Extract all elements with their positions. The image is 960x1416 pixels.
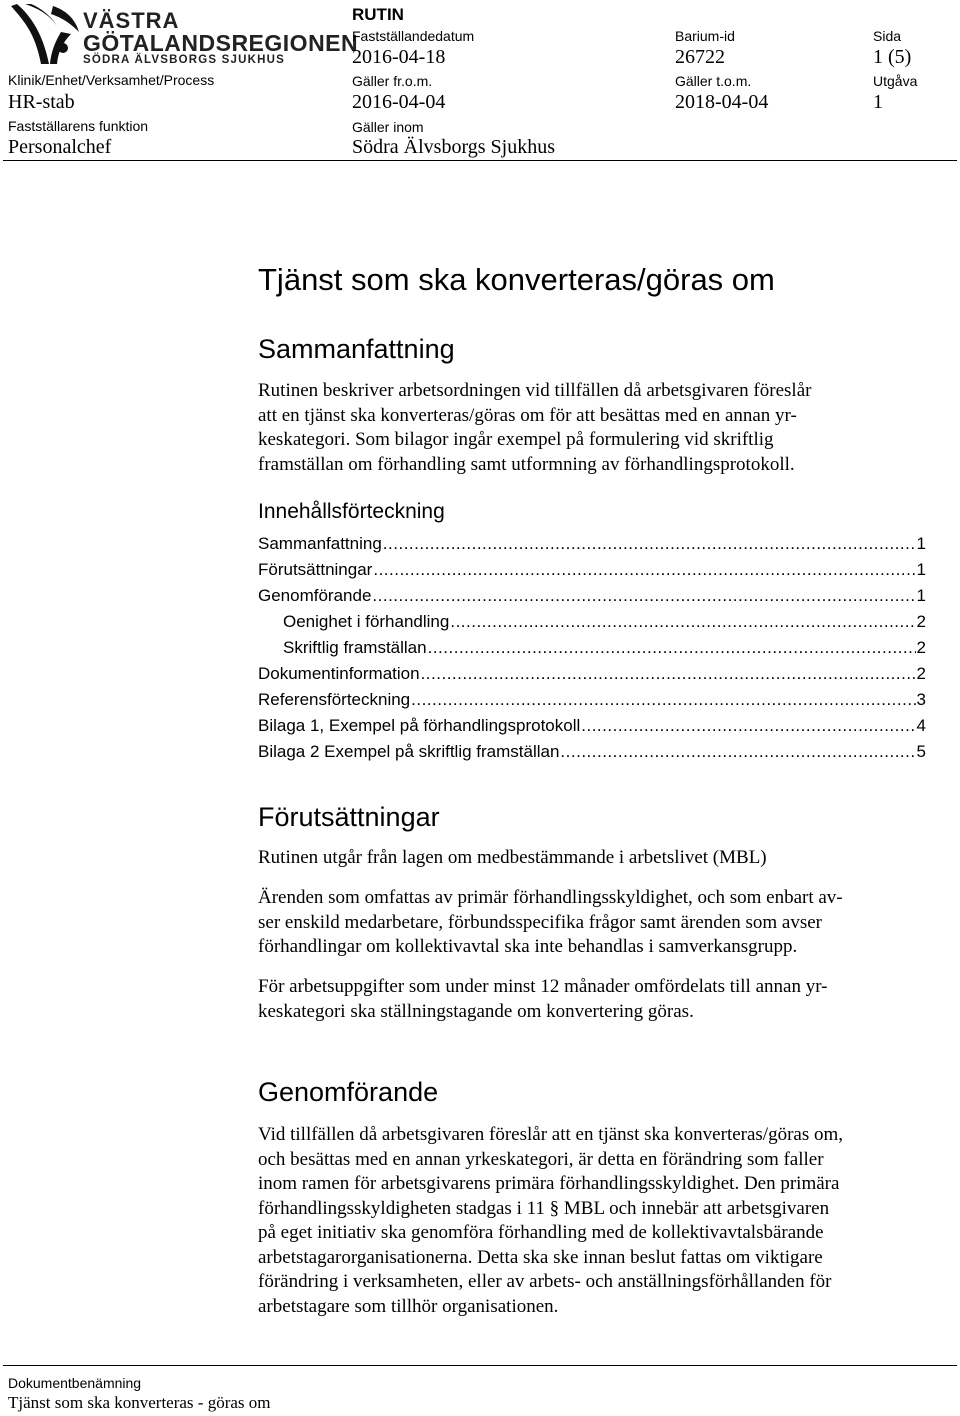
- toc-item[interactable]: Dokumentinformation ..... 2: [258, 661, 926, 687]
- page-label: Sida: [873, 28, 902, 44]
- prerequisites-paragraph-2: [258, 886, 926, 960]
- valid-from-value: 2016-04-04: [352, 91, 446, 113]
- edition-label: Utgåva: [873, 73, 918, 89]
- prerequisites-paragraph-1: [258, 846, 926, 871]
- summary-line: att en tjänst ska konverteras/göras om för att besättas med en annan yr-: [258, 404, 797, 426]
- paragraph-line: förändring i verksamheten, eller av arbets- och anställningsförhållanden för: [258, 1271, 832, 1292]
- region-emblem-icon: [5, 2, 81, 68]
- summary-heading: Sammanfattning: [258, 334, 455, 364]
- valid-to-value: 2018-04-04: [675, 91, 769, 113]
- org-name-line-2: GÖTALANDSREGIONEN: [83, 30, 359, 56]
- org-name-line-3: SÖDRA ÄLVSBORGS SJUKHUS: [83, 54, 286, 66]
- region-logo: [5, 2, 359, 68]
- barium-label: Barium-id: [675, 28, 735, 44]
- paragraph-line: inom ramen för arbetsgivarens primära förhandlingsskyldighet. Den primära: [258, 1173, 840, 1194]
- toc-item[interactable]: Förutsättningar ..... 1: [258, 557, 926, 583]
- fixed-date-label: Fastställandedatum: [352, 28, 475, 44]
- implementation-text: [258, 1123, 926, 1319]
- unit-value: HR-stab: [8, 91, 75, 113]
- summary-line: framställan om förhandling samt utformning av förhandlingsprotokoll.: [258, 453, 795, 475]
- paragraph-line: på eget initiativ ska genomföra förhandling med de kollektivavtalsbärande: [258, 1222, 824, 1243]
- barium-value: 26722: [675, 46, 725, 68]
- paragraph-line: keskategori ska ställningstagande om konvertering göras.: [258, 1000, 694, 1022]
- header-divider: [3, 160, 957, 161]
- toc-subitem[interactable]: Oenighet i förhandling ..... 2: [258, 609, 926, 635]
- summary-text: [258, 379, 926, 477]
- doc-type: RUTIN: [352, 5, 404, 24]
- paragraph-line: Ärenden som omfattas av primär förhandlingsskyldighet, och som enbart av-: [258, 887, 843, 908]
- paragraph-line: Vid tillfällen då arbetsgivaren föreslår att en tjänst ska konverteras/göras om,: [258, 1124, 844, 1145]
- implementation-heading: Genomförande: [258, 1077, 439, 1107]
- footer-value: Tjänst som ska konverteras - göras om: [8, 1393, 271, 1412]
- paragraph-line: ser enskild medarbetare, förbundsspecifika frågor samt ärenden som avser: [258, 911, 822, 933]
- table-of-contents: [258, 531, 926, 765]
- valid-in-label: Gäller inom: [352, 119, 424, 135]
- document-title: Tjänst som ska konverteras/göras om: [258, 262, 775, 297]
- footer-label: Dokumentbenämning: [8, 1375, 142, 1391]
- page-value: 1 (5): [873, 46, 912, 68]
- toc-item[interactable]: Sammanfattning ..... 1: [258, 531, 926, 557]
- footer-divider: [3, 1365, 957, 1366]
- toc-item[interactable]: Bilaga 1, Exempel på förhandlingsprotokoll ..... 4: [258, 713, 926, 739]
- paragraph-line: arbetstagare som tillhör organisationen.: [258, 1295, 559, 1317]
- toc-subitem[interactable]: Skriftlig framställan ..... 2: [258, 635, 926, 661]
- summary-line: Rutinen beskriver arbetsordningen vid tillfällen då arbetsgivaren föreslår: [258, 380, 812, 401]
- paragraph-line: förhandlingsskyldigheten stadgas i 11 § MBL och innebär att arbetsgivaren: [258, 1197, 830, 1219]
- function-label: Fastställarens funktion: [8, 118, 149, 134]
- valid-in-value: Södra Älvsborgs Sjukhus: [352, 136, 555, 158]
- unit-label: Klinik/Enhet/Verksamhet/Process: [8, 72, 215, 88]
- toc-item[interactable]: Bilaga 2 Exempel på skriftlig framställan ..... 5: [258, 739, 926, 765]
- paragraph-line: Rutinen utgår från lagen om medbestämmande i arbetslivet (MBL): [258, 847, 767, 868]
- toc-heading: Innehållsförteckning: [258, 500, 445, 523]
- valid-from-label: Gäller fr.o.m.: [352, 73, 433, 89]
- paragraph-line: arbetstagarorganisationerna. Detta ska ske innan beslut fattas om viktigare: [258, 1246, 823, 1268]
- prerequisites-heading: Förutsättningar: [258, 802, 440, 832]
- valid-to-label: Gäller t.o.m.: [675, 73, 752, 89]
- edition-value: 1: [873, 91, 883, 113]
- org-name-line-1: VÄSTRA: [83, 8, 180, 33]
- paragraph-line: förhandlingar om kollektivavtal ska inte behandlas i samverkansgrupp.: [258, 936, 798, 957]
- toc-item[interactable]: Genomförande ..... 1: [258, 583, 926, 609]
- paragraph-line: och besättas med en annan yrkeskategori, är detta en förändring som faller: [258, 1148, 824, 1170]
- paragraph-line: För arbetsuppgifter som under minst 12 månader omfördelats till annan yr-: [258, 976, 828, 997]
- toc-item[interactable]: Referensförteckning ..... 3: [258, 687, 926, 713]
- summary-line: keskategori. Som bilagor ingår exempel på formulering vid skriftlig: [258, 429, 774, 450]
- fixed-date-value: 2016-04-18: [352, 46, 446, 68]
- function-value: Personalchef: [8, 136, 112, 158]
- prerequisites-paragraph-3: [258, 975, 926, 1024]
